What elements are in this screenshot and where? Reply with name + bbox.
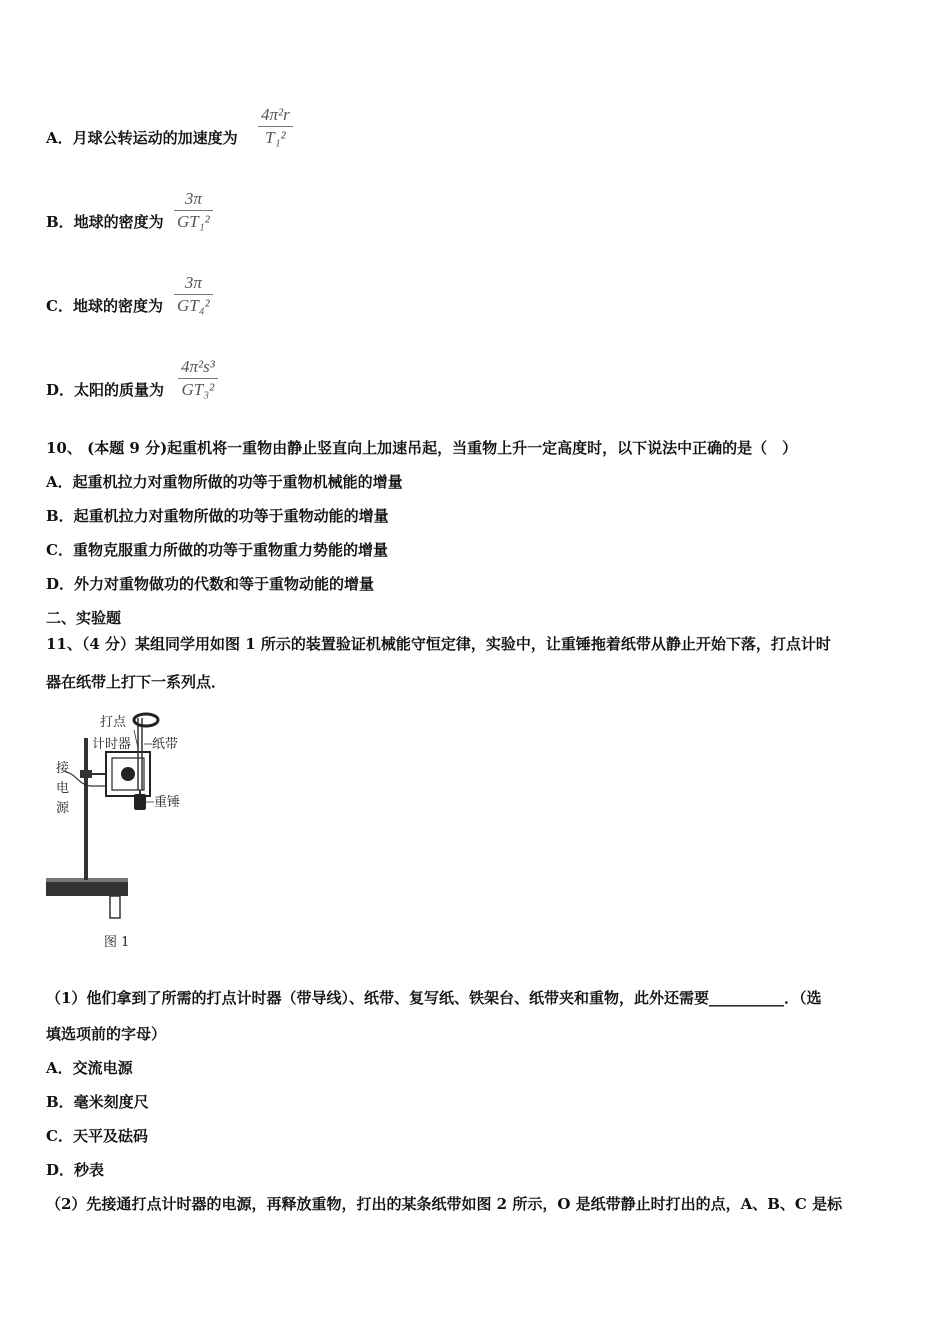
q10-option-c: C．重物克服重力所做的功等于重物重力势能的增量 bbox=[46, 541, 388, 559]
weight bbox=[134, 794, 146, 810]
q9-option-b-denominator: GT₁² bbox=[177, 212, 210, 231]
q11-part1-option-d: D．秒表 bbox=[46, 1161, 105, 1179]
q9-option-c-denominator: GT₄² bbox=[177, 296, 210, 315]
label-timer-2: 计时器 bbox=[92, 737, 132, 752]
q11-stem-line2: 器在纸带上打下一系列点． bbox=[46, 673, 227, 691]
timer-disc bbox=[121, 767, 135, 781]
q10-option-a: A．起重机拉力对重物所做的功等于重物机械能的增量 bbox=[46, 473, 403, 491]
label-tape: 纸带 bbox=[152, 737, 179, 752]
q11-part1-option-a: A．交流电源 bbox=[46, 1059, 133, 1077]
q9-option-b: B．地球的密度为 bbox=[46, 213, 164, 231]
q9-option-c-numerator: 3π bbox=[174, 272, 213, 295]
label-power-2: 电 bbox=[56, 781, 70, 796]
clamp bbox=[80, 770, 92, 778]
q11-part1-option-c: C．天平及砝码 bbox=[46, 1127, 148, 1145]
stand-rod bbox=[84, 738, 88, 880]
label-power-1: 接 bbox=[56, 761, 70, 776]
q9-option-c: C．地球的密度为 bbox=[46, 297, 163, 315]
q10-option-d: D．外力对重物做功的代数和等于重物动能的增量 bbox=[46, 575, 375, 593]
label-timer-1: 打点 bbox=[100, 715, 127, 730]
q11-part1-option-b: B．毫米刻度尺 bbox=[46, 1093, 149, 1111]
figure-1-apparatus bbox=[46, 708, 196, 958]
table-leg bbox=[110, 896, 120, 918]
label-power-3: 源 bbox=[56, 801, 70, 816]
q9-option-d-denominator: GT₃² bbox=[181, 380, 215, 399]
q9-option-b-formula bbox=[174, 188, 213, 233]
q9-option-d-formula bbox=[178, 356, 218, 401]
q10-option-b: B．起重机拉力对重物所做的功等于重物动能的增量 bbox=[46, 507, 389, 525]
label-weight: 重锤 bbox=[154, 795, 181, 810]
q11-stem-line1: 11、（4 分）某组同学用如图 1 所示的装置验证机械能守恒定律，实验中，让重锤拖着纸带从静止开始下落，打点计时 bbox=[46, 635, 831, 653]
q9-option-b-numerator: 3π bbox=[174, 188, 213, 211]
q9-option-a-numerator: 4π²r bbox=[258, 104, 293, 127]
q11-part1-line1: （1）他们拿到了所需的打点计时器（带导线）、纸带、复写纸、铁架台、纸带夹和重物，此外还需要__________．（选 bbox=[46, 989, 822, 1007]
q10-stem: 10、 (本题 9 分)起重机将一重物由静止竖直向上加速吊起，当重物上升一定高度时，以下说法中正确的是（ ） bbox=[46, 439, 798, 457]
figure-1-caption: 图 1 bbox=[104, 935, 130, 950]
section-title: 二、实验题 bbox=[46, 609, 122, 627]
q9-option-c-formula bbox=[174, 272, 213, 317]
q9-option-d: D．太阳的质量为 bbox=[46, 381, 165, 399]
q9-option-a: A．月球公转运动的加速度为 bbox=[46, 129, 238, 147]
q9-option-d-numerator: 4π²s³ bbox=[178, 356, 218, 379]
q11-part1-line2: 填选项前的字母） bbox=[46, 1025, 167, 1043]
q11-part2-line1: （2）先接通打点计时器的电源，再释放重物，打出的某条纸带如图 2 所示，O 是纸带静止时打出的点，A、B、C 是标 bbox=[46, 1195, 843, 1213]
q9-option-a-denominator: T₁² bbox=[265, 128, 286, 147]
q9-option-a-formula bbox=[258, 104, 293, 149]
